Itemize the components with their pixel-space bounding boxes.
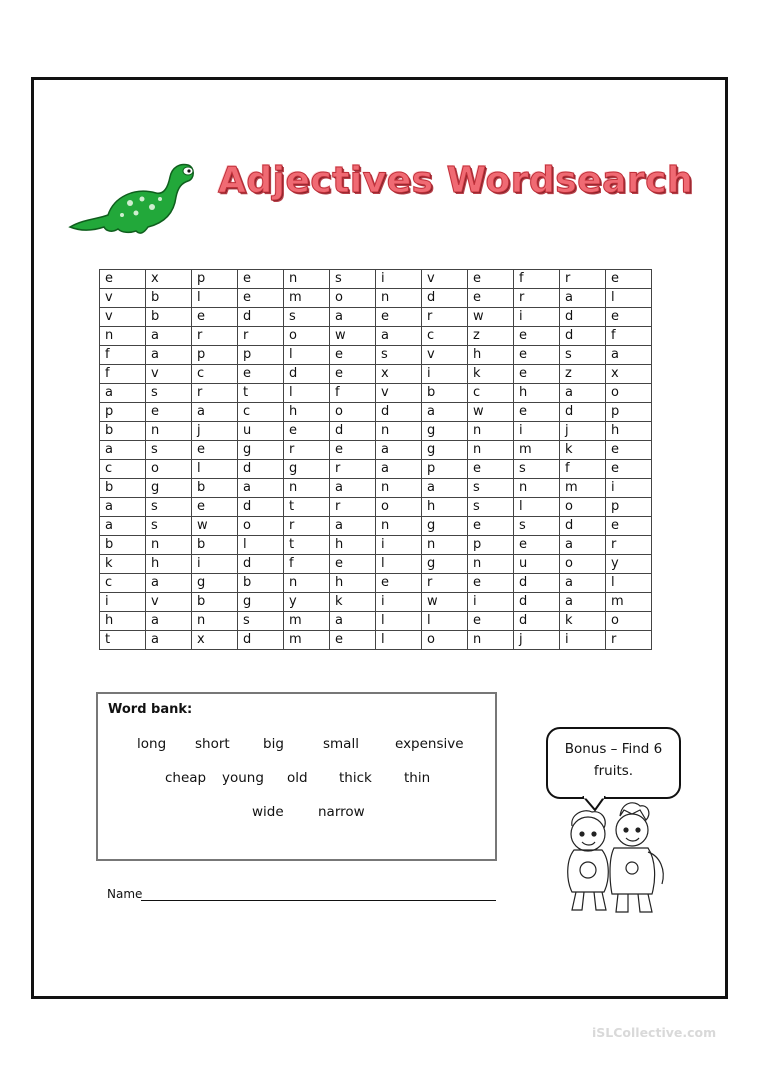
- grid-cell[interactable]: s: [238, 612, 284, 631]
- grid-cell[interactable]: d: [560, 308, 606, 327]
- grid-cell[interactable]: t: [100, 631, 146, 650]
- grid-cell[interactable]: e: [376, 574, 422, 593]
- grid-cell[interactable]: l: [238, 536, 284, 555]
- grid-cell[interactable]: i: [376, 270, 422, 289]
- grid-cell[interactable]: b: [192, 536, 238, 555]
- grid-cell[interactable]: d: [560, 327, 606, 346]
- grid-cell[interactable]: g: [422, 422, 468, 441]
- grid-row: [100, 631, 652, 650]
- grid-cell[interactable]: e: [330, 441, 376, 460]
- grid-cell[interactable]: s: [468, 498, 514, 517]
- grid-row: [100, 555, 652, 574]
- grid-cell[interactable]: b: [238, 574, 284, 593]
- grid-cell[interactable]: c: [100, 574, 146, 593]
- bonus-speech-bubble: [546, 727, 681, 799]
- grid-cell[interactable]: z: [560, 365, 606, 384]
- grid-cell[interactable]: e: [468, 517, 514, 536]
- grid-cell[interactable]: a: [606, 346, 652, 365]
- grid-cell[interactable]: k: [560, 441, 606, 460]
- grid-row: [100, 403, 652, 422]
- grid-cell[interactable]: e: [192, 441, 238, 460]
- grid-cell[interactable]: f: [100, 365, 146, 384]
- grid-cell[interactable]: h: [514, 384, 560, 403]
- grid-cell[interactable]: f: [284, 555, 330, 574]
- grid-cell[interactable]: v: [422, 270, 468, 289]
- grid-cell[interactable]: d: [238, 460, 284, 479]
- grid-cell[interactable]: n: [284, 574, 330, 593]
- grid-cell[interactable]: o: [606, 384, 652, 403]
- grid-row: [100, 479, 652, 498]
- grid-cell[interactable]: a: [560, 593, 606, 612]
- grid-cell[interactable]: s: [560, 346, 606, 365]
- grid-cell[interactable]: a: [238, 479, 284, 498]
- grid-cell[interactable]: n: [376, 422, 422, 441]
- grid-cell[interactable]: b: [146, 308, 192, 327]
- grid-cell[interactable]: d: [238, 308, 284, 327]
- grid-cell[interactable]: b: [100, 536, 146, 555]
- grid-cell[interactable]: v: [422, 346, 468, 365]
- grid-cell[interactable]: s: [514, 517, 560, 536]
- word-bank-word: young: [222, 770, 264, 786]
- grid-row: [100, 384, 652, 403]
- word-bank-word: short: [195, 736, 230, 752]
- grid-cell[interactable]: e: [468, 574, 514, 593]
- grid-cell[interactable]: m: [284, 289, 330, 308]
- grid-row: [100, 346, 652, 365]
- grid-cell[interactable]: f: [100, 346, 146, 365]
- grid-cell[interactable]: i: [376, 536, 422, 555]
- grid-cell[interactable]: g: [284, 460, 330, 479]
- grid-cell[interactable]: s: [468, 479, 514, 498]
- grid-cell[interactable]: d: [330, 422, 376, 441]
- grid-cell[interactable]: t: [238, 384, 284, 403]
- grid-cell[interactable]: s: [330, 270, 376, 289]
- grid-cell[interactable]: w: [468, 308, 514, 327]
- name-label: Name: [107, 887, 143, 901]
- grid-cell[interactable]: k: [100, 555, 146, 574]
- grid-row: [100, 308, 652, 327]
- grid-cell[interactable]: a: [330, 517, 376, 536]
- grid-cell[interactable]: d: [514, 574, 560, 593]
- grid-cell[interactable]: h: [330, 574, 376, 593]
- grid-cell[interactable]: r: [330, 498, 376, 517]
- word-bank-word: cheap: [165, 770, 207, 786]
- grid-cell[interactable]: e: [238, 289, 284, 308]
- grid-cell[interactable]: r: [606, 631, 652, 650]
- grid-cell[interactable]: j: [514, 631, 560, 650]
- grid-cell[interactable]: j: [560, 422, 606, 441]
- grid-cell[interactable]: m: [284, 612, 330, 631]
- grid-cell[interactable]: h: [330, 536, 376, 555]
- grid-cell[interactable]: o: [330, 403, 376, 422]
- grid-cell[interactable]: e: [330, 365, 376, 384]
- dinosaur-icon: [64, 157, 198, 239]
- grid-cell[interactable]: l: [192, 460, 238, 479]
- grid-cell[interactable]: k: [560, 612, 606, 631]
- grid-cell[interactable]: c: [100, 460, 146, 479]
- grid-cell[interactable]: a: [146, 631, 192, 650]
- grid-cell[interactable]: p: [606, 498, 652, 517]
- grid-cell[interactable]: v: [100, 308, 146, 327]
- grid-cell[interactable]: s: [514, 460, 560, 479]
- grid-cell[interactable]: k: [330, 593, 376, 612]
- grid-cell[interactable]: e: [330, 555, 376, 574]
- grid-cell[interactable]: a: [100, 498, 146, 517]
- grid-cell[interactable]: w: [330, 327, 376, 346]
- grid-cell[interactable]: v: [146, 365, 192, 384]
- grid-cell[interactable]: p: [238, 346, 284, 365]
- grid-cell[interactable]: n: [468, 422, 514, 441]
- grid-row: [100, 498, 652, 517]
- grid-cell[interactable]: v: [100, 289, 146, 308]
- grid-row: [100, 289, 652, 308]
- grid-cell[interactable]: n: [146, 536, 192, 555]
- grid-row: [100, 422, 652, 441]
- word-bank: [96, 692, 497, 861]
- name-input-line[interactable]: [141, 900, 496, 901]
- grid-cell[interactable]: e: [606, 308, 652, 327]
- grid-cell[interactable]: o: [146, 460, 192, 479]
- grid-cell[interactable]: p: [422, 460, 468, 479]
- grid-cell[interactable]: a: [100, 517, 146, 536]
- grid-cell[interactable]: n: [468, 441, 514, 460]
- word-bank-word: thick: [339, 770, 372, 786]
- grid-cell[interactable]: w: [192, 517, 238, 536]
- grid-cell[interactable]: g: [146, 479, 192, 498]
- grid-cell[interactable]: a: [330, 612, 376, 631]
- grid-cell[interactable]: f: [606, 327, 652, 346]
- grid-cell[interactable]: e: [192, 308, 238, 327]
- bonus-text-line: fruits.: [593, 763, 634, 779]
- grid-cell[interactable]: g: [422, 517, 468, 536]
- grid-cell[interactable]: l: [606, 574, 652, 593]
- grid-cell[interactable]: d: [422, 289, 468, 308]
- grid-cell[interactable]: c: [192, 365, 238, 384]
- grid-cell[interactable]: o: [560, 555, 606, 574]
- word-bank-word: small: [323, 736, 359, 752]
- grid-cell[interactable]: o: [422, 631, 468, 650]
- grid-cell[interactable]: h: [100, 612, 146, 631]
- grid-cell[interactable]: n: [514, 479, 560, 498]
- grid-cell[interactable]: e: [100, 270, 146, 289]
- grid-cell[interactable]: h: [606, 422, 652, 441]
- grid-cell[interactable]: a: [100, 384, 146, 403]
- grid-cell[interactable]: b: [100, 422, 146, 441]
- grid-cell[interactable]: a: [560, 384, 606, 403]
- grid-cell[interactable]: e: [468, 612, 514, 631]
- grid-cell[interactable]: o: [330, 289, 376, 308]
- grid-cell[interactable]: h: [284, 403, 330, 422]
- grid-cell[interactable]: e: [514, 365, 560, 384]
- grid-cell[interactable]: d: [238, 555, 284, 574]
- grid-cell[interactable]: b: [192, 593, 238, 612]
- grid-cell[interactable]: n: [422, 536, 468, 555]
- grid-cell[interactable]: e: [468, 270, 514, 289]
- grid-cell[interactable]: e: [606, 270, 652, 289]
- grid-cell[interactable]: p: [100, 403, 146, 422]
- grid-cell[interactable]: o: [606, 612, 652, 631]
- grid-cell[interactable]: i: [606, 479, 652, 498]
- grid-cell[interactable]: e: [606, 460, 652, 479]
- grid-cell[interactable]: o: [376, 498, 422, 517]
- grid-cell[interactable]: e: [192, 498, 238, 517]
- grid-cell[interactable]: u: [514, 555, 560, 574]
- grid-cell[interactable]: e: [468, 289, 514, 308]
- grid-cell[interactable]: a: [146, 612, 192, 631]
- grid-cell[interactable]: r: [514, 289, 560, 308]
- grid-cell[interactable]: h: [422, 498, 468, 517]
- children-illustration-icon: [552, 800, 670, 916]
- grid-cell[interactable]: d: [560, 517, 606, 536]
- grid-row: [100, 517, 652, 536]
- grid-cell[interactable]: s: [146, 498, 192, 517]
- grid-cell[interactable]: n: [100, 327, 146, 346]
- grid-cell[interactable]: g: [422, 441, 468, 460]
- grid-cell[interactable]: a: [146, 346, 192, 365]
- grid-cell[interactable]: i: [560, 631, 606, 650]
- grid-cell[interactable]: r: [192, 384, 238, 403]
- grid-cell[interactable]: n: [284, 479, 330, 498]
- grid-cell[interactable]: l: [606, 289, 652, 308]
- grid-row: [100, 460, 652, 479]
- grid-cell[interactable]: l: [284, 346, 330, 365]
- grid-cell[interactable]: e: [238, 270, 284, 289]
- grid-cell[interactable]: w: [468, 403, 514, 422]
- grid-row: [100, 536, 652, 555]
- grid-cell[interactable]: i: [192, 555, 238, 574]
- wordsearch-grid: [99, 269, 652, 650]
- grid-cell[interactable]: d: [560, 403, 606, 422]
- grid-cell[interactable]: p: [192, 270, 238, 289]
- grid-cell[interactable]: m: [514, 441, 560, 460]
- grid-cell[interactable]: w: [422, 593, 468, 612]
- grid-row: [100, 270, 652, 289]
- grid-cell[interactable]: e: [514, 327, 560, 346]
- word-bank-word: wide: [252, 804, 284, 820]
- grid-cell[interactable]: n: [468, 555, 514, 574]
- grid-cell[interactable]: k: [468, 365, 514, 384]
- grid-cell[interactable]: b: [100, 479, 146, 498]
- grid-cell[interactable]: h: [146, 555, 192, 574]
- grid-cell[interactable]: e: [606, 441, 652, 460]
- bonus-text-line: Bonus – Find 6: [564, 741, 663, 757]
- grid-cell[interactable]: r: [284, 517, 330, 536]
- grid-cell[interactable]: i: [422, 365, 468, 384]
- grid-cell[interactable]: i: [468, 593, 514, 612]
- grid-cell[interactable]: x: [606, 365, 652, 384]
- grid-cell[interactable]: a: [376, 460, 422, 479]
- grid-cell[interactable]: e: [238, 365, 284, 384]
- grid-cell[interactable]: s: [146, 517, 192, 536]
- grid-cell[interactable]: d: [376, 403, 422, 422]
- grid-cell[interactable]: n: [468, 631, 514, 650]
- grid-cell[interactable]: y: [606, 555, 652, 574]
- grid-cell[interactable]: l: [514, 498, 560, 517]
- grid-cell[interactable]: r: [192, 327, 238, 346]
- grid-cell[interactable]: l: [376, 631, 422, 650]
- grid-cell[interactable]: h: [468, 346, 514, 365]
- grid-cell[interactable]: d: [514, 593, 560, 612]
- grid-cell[interactable]: l: [192, 289, 238, 308]
- word-bank-word: narrow: [318, 804, 365, 820]
- grid-cell[interactable]: e: [330, 346, 376, 365]
- grid-cell[interactable]: r: [284, 441, 330, 460]
- grid-cell[interactable]: s: [146, 441, 192, 460]
- grid-cell[interactable]: e: [376, 308, 422, 327]
- grid-cell[interactable]: s: [284, 308, 330, 327]
- grid-cell[interactable]: o: [238, 517, 284, 536]
- word-bank-word: big: [263, 736, 284, 752]
- grid-cell[interactable]: g: [422, 555, 468, 574]
- grid-cell[interactable]: o: [284, 327, 330, 346]
- grid-cell[interactable]: a: [330, 308, 376, 327]
- grid-cell[interactable]: c: [422, 327, 468, 346]
- grid-cell[interactable]: o: [560, 498, 606, 517]
- grid-cell[interactable]: i: [376, 593, 422, 612]
- grid-cell[interactable]: f: [330, 384, 376, 403]
- watermark: iSLCollective.com: [592, 1025, 717, 1040]
- grid-cell[interactable]: i: [100, 593, 146, 612]
- grid-cell[interactable]: l: [422, 612, 468, 631]
- grid-row: [100, 574, 652, 593]
- grid-cell[interactable]: p: [192, 346, 238, 365]
- grid-row: [100, 441, 652, 460]
- grid-cell[interactable]: a: [560, 536, 606, 555]
- grid-cell[interactable]: s: [376, 346, 422, 365]
- grid-cell[interactable]: t: [284, 536, 330, 555]
- grid-cell[interactable]: i: [514, 422, 560, 441]
- grid-cell[interactable]: i: [514, 308, 560, 327]
- grid-cell[interactable]: f: [514, 270, 560, 289]
- grid-cell[interactable]: a: [422, 479, 468, 498]
- grid-cell[interactable]: e: [514, 536, 560, 555]
- grid-cell[interactable]: a: [146, 574, 192, 593]
- grid-cell[interactable]: t: [284, 498, 330, 517]
- word-bank-word: expensive: [395, 736, 464, 752]
- grid-cell[interactable]: f: [560, 460, 606, 479]
- grid-cell[interactable]: m: [284, 631, 330, 650]
- grid-cell[interactable]: r: [606, 536, 652, 555]
- grid-row: [100, 593, 652, 612]
- grid-cell[interactable]: a: [560, 574, 606, 593]
- grid-cell[interactable]: a: [100, 441, 146, 460]
- grid-cell[interactable]: n: [376, 289, 422, 308]
- grid-cell[interactable]: y: [284, 593, 330, 612]
- grid-cell[interactable]: r: [560, 270, 606, 289]
- grid-cell[interactable]: n: [376, 479, 422, 498]
- grid-cell[interactable]: a: [146, 327, 192, 346]
- word-bank-word: long: [137, 736, 167, 752]
- grid-cell[interactable]: e: [468, 460, 514, 479]
- grid-cell[interactable]: r: [330, 460, 376, 479]
- grid-cell[interactable]: e: [330, 631, 376, 650]
- word-bank-title: Word bank:: [108, 702, 193, 717]
- grid-cell[interactable]: b: [422, 384, 468, 403]
- grid-cell[interactable]: x: [376, 365, 422, 384]
- grid-cell[interactable]: d: [514, 612, 560, 631]
- grid-cell[interactable]: d: [238, 498, 284, 517]
- grid-cell[interactable]: e: [514, 403, 560, 422]
- grid-cell[interactable]: d: [284, 365, 330, 384]
- grid-cell[interactable]: l: [284, 384, 330, 403]
- grid-row: [100, 365, 652, 384]
- grid-cell[interactable]: b: [192, 479, 238, 498]
- grid-cell[interactable]: m: [606, 593, 652, 612]
- grid-cell[interactable]: a: [560, 289, 606, 308]
- grid-cell[interactable]: j: [192, 422, 238, 441]
- grid-cell[interactable]: p: [468, 536, 514, 555]
- grid-cell[interactable]: a: [330, 479, 376, 498]
- grid-row: [100, 327, 652, 346]
- grid-cell[interactable]: a: [192, 403, 238, 422]
- grid-cell[interactable]: z: [468, 327, 514, 346]
- grid-row: [100, 612, 652, 631]
- grid-cell[interactable]: b: [146, 289, 192, 308]
- word-bank-word: thin: [404, 770, 431, 786]
- grid-cell[interactable]: v: [146, 593, 192, 612]
- grid-cell[interactable]: l: [376, 555, 422, 574]
- grid-cell[interactable]: c: [238, 403, 284, 422]
- grid-cell[interactable]: n: [376, 517, 422, 536]
- grid-cell[interactable]: x: [146, 270, 192, 289]
- grid-cell[interactable]: n: [146, 422, 192, 441]
- grid-cell[interactable]: a: [376, 327, 422, 346]
- grid-cell[interactable]: g: [238, 441, 284, 460]
- grid-cell[interactable]: a: [376, 441, 422, 460]
- grid-cell[interactable]: x: [192, 631, 238, 650]
- grid-cell[interactable]: e: [606, 517, 652, 536]
- grid-cell[interactable]: r: [238, 327, 284, 346]
- grid-cell[interactable]: g: [238, 593, 284, 612]
- grid-cell[interactable]: r: [422, 308, 468, 327]
- grid-cell[interactable]: g: [192, 574, 238, 593]
- grid-cell[interactable]: l: [376, 612, 422, 631]
- grid-cell[interactable]: p: [606, 403, 652, 422]
- grid-cell[interactable]: m: [560, 479, 606, 498]
- grid-cell[interactable]: a: [422, 403, 468, 422]
- word-bank-word: old: [287, 770, 308, 786]
- grid-cell[interactable]: d: [238, 631, 284, 650]
- grid-cell[interactable]: r: [422, 574, 468, 593]
- grid-cell[interactable]: e: [146, 403, 192, 422]
- grid-cell[interactable]: e: [514, 346, 560, 365]
- grid-cell[interactable]: u: [238, 422, 284, 441]
- page-title: Adjectives Wordsearch: [218, 160, 694, 201]
- grid-cell[interactable]: c: [468, 384, 514, 403]
- grid-cell[interactable]: n: [284, 270, 330, 289]
- grid-cell[interactable]: v: [376, 384, 422, 403]
- grid-cell[interactable]: s: [146, 384, 192, 403]
- grid-cell[interactable]: n: [192, 612, 238, 631]
- grid-cell[interactable]: e: [284, 422, 330, 441]
